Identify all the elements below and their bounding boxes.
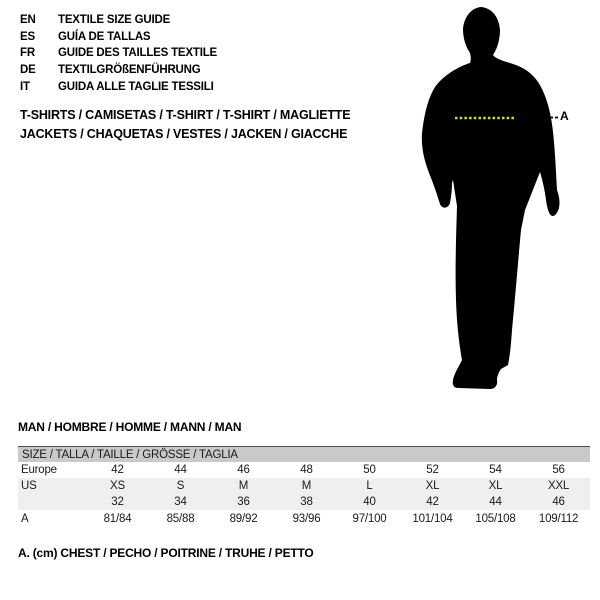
measure-label-a: A [560, 109, 569, 123]
size-cell: 101/104 [412, 513, 453, 525]
language-code: IT [20, 80, 30, 93]
size-cell: 32 [86, 494, 149, 510]
size-table-header: SIZE / TALLA / TAILLE / GRÖSSE / TAGLIA [18, 447, 590, 463]
language-label: GUIDA ALLE TAGLIE TESSILI [58, 80, 214, 93]
language-row-en [20, 12, 217, 29]
size-cell: 46 [237, 464, 250, 476]
size-table-header-row [18, 447, 590, 463]
size-cell: XS [86, 478, 149, 494]
size-cell: 81/84 [103, 513, 132, 525]
size-cell: 89/92 [229, 513, 258, 525]
size-cell: 105/108 [475, 513, 516, 525]
row-label: Europe [21, 464, 57, 476]
size-cell: 85/88 [166, 513, 195, 525]
language-code: ES [20, 30, 35, 43]
row-label [18, 494, 86, 510]
size-cell: XL [464, 478, 527, 494]
size-cell: 42 [401, 494, 464, 510]
size-cell: 56 [552, 464, 565, 476]
language-row-de [20, 62, 217, 79]
size-cell: 109/112 [538, 513, 579, 525]
table-row-intl [18, 494, 590, 510]
table-row-a [18, 510, 590, 528]
man-silhouette-svg [405, 0, 570, 400]
size-cell: XXL [527, 478, 590, 494]
size-cell: 48 [300, 464, 313, 476]
size-cell: 50 [363, 464, 376, 476]
language-row-es [20, 29, 217, 46]
size-cell: 34 [149, 494, 212, 510]
size-cell: 46 [527, 494, 590, 510]
language-label: TEXTILE SIZE GUIDE [58, 14, 171, 27]
size-cell: 97/100 [352, 513, 387, 525]
size-cell: S [149, 478, 212, 494]
size-cell: 54 [489, 464, 502, 476]
size-cell: L [338, 478, 401, 494]
size-cell: 93/96 [292, 513, 321, 525]
language-code: DE [20, 64, 36, 77]
language-row-it [20, 78, 217, 95]
size-cell: 44 [464, 494, 527, 510]
size-cell: M [275, 478, 338, 494]
size-cell: 40 [338, 494, 401, 510]
language-row-fr [20, 45, 217, 62]
language-code: FR [20, 47, 35, 60]
size-table [18, 446, 590, 528]
footnote-chest: A. (cm) CHEST / PECHO / POITRINE / TRUHE / PETTO [18, 546, 314, 560]
size-cell: 36 [212, 494, 275, 510]
tshirts-line: T-SHIRTS / CAMISETAS / T-SHIRT / T-SHIRT / MAGLIETTE [20, 108, 351, 122]
size-cell: 44 [174, 464, 187, 476]
category-lines [20, 106, 350, 143]
section-title-man: MAN / HOMBRE / HOMME / MANN / MAN [18, 420, 242, 434]
language-label: GUÍA DE TALLAS [58, 30, 151, 43]
size-cell: 38 [275, 494, 338, 510]
table-row-us [18, 478, 590, 494]
table-row-europe [18, 462, 590, 478]
size-cell: 52 [426, 464, 439, 476]
size-cell: XL [401, 478, 464, 494]
language-list [20, 12, 217, 95]
jackets-line: JACKETS / CHAQUETAS / VESTES / JACKEN / GIACCHE [20, 126, 348, 141]
language-label: TEXTILGRÖßENFÜHRUNG [58, 64, 201, 77]
row-label: A [21, 513, 29, 525]
row-label: US [18, 478, 86, 494]
silhouette-figure [422, 7, 560, 389]
size-table-container [18, 446, 590, 528]
language-code: EN [20, 14, 36, 27]
size-cell: 42 [111, 464, 124, 476]
size-cell: M [212, 478, 275, 494]
language-label: GUIDE DES TAILLES TEXTILE [58, 47, 217, 60]
